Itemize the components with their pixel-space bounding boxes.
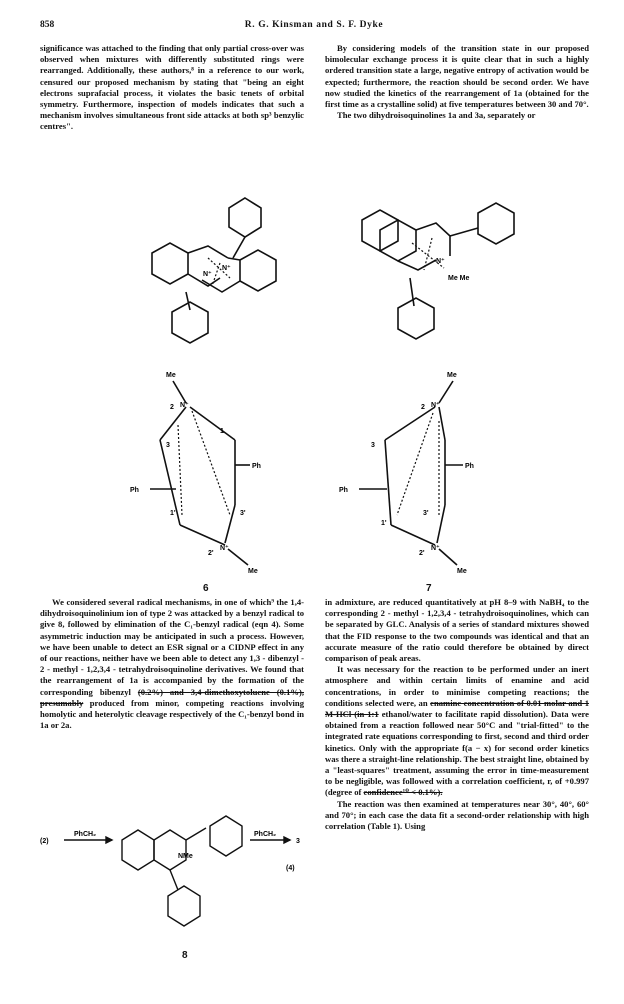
structure-right-top [340, 188, 530, 358]
equation-number: (4) [286, 865, 295, 872]
structure-left-top [120, 188, 310, 358]
compound-7-label: 7 [426, 583, 432, 594]
struck-text-2: confidence¹⁰ < 0.1%). [363, 787, 443, 798]
locant-2-top: 2 [170, 404, 174, 411]
phenyl-left-label: Ph [130, 487, 139, 494]
upper-phenyl-ring [229, 198, 261, 237]
column-right-bottom [325, 597, 589, 832]
methyl-top: Me [166, 372, 176, 379]
benzyl-ring-right [210, 816, 242, 856]
n-plus-bottom: N⁺ [431, 545, 440, 552]
structure-7 [335, 365, 525, 580]
hetero-ring [154, 830, 186, 870]
phenyl-left-label: Ph [339, 487, 348, 494]
phenyl-right [478, 203, 514, 244]
benzo-ring [122, 830, 154, 870]
struck-text: enamine concentration of 0.01 molar and 1 M-HCl (in 1:1 [325, 697, 589, 720]
struck-text: (0.2%) and 3,4-dimethoxytoluene (0.1%), presumably [40, 686, 304, 708]
paragraph-text-end: produced from minor, competing reactions involving homolytic and heterolytic cleavage respectively of the C₁-benzyl bond in 1a or 2a. [40, 697, 304, 731]
n-plus-upper: N⁺ [222, 265, 231, 272]
page-number: 858 [40, 20, 55, 30]
paragraph: The reaction was then examined at temperatures near 30°, 40°, 60° and 70°; in each case the data fit a second-order relationship with high correlation (Table 1). Using [325, 798, 589, 832]
locant-1: 1 [220, 428, 224, 435]
column-left-bottom [40, 597, 304, 731]
right-aryl-ring [240, 250, 276, 291]
scheme-eqn-4 [40, 806, 310, 946]
paragraph: in admixture, are reduced quantitatively at pH 8–9 with NaBH₄ to the corresponding 2 - methyl - 1,2,3,4 - tetrahydroisoquinolines, which can be separated by GLC. Analysis of a series of standard mixtures showed that the FID response to the two compounds was identical and that an accurate measure of the ratio could therefore be obtained by direct comparison of peak areas. [325, 597, 589, 664]
paragraph-text-2: ethanol/water to facilitate rapid dissolution). Data were obtained from a reaction followed near 50°C and "trial-fitted" to the integrated rate equations corresponding to first, second and third order kinetics. Only with the appropriate f(a − x) for second order kinetics was there a straight-line relationship. The best straight line, obtained by a "least-squares" treatment, assuming the error in time-measurement to be negligible, was followed with a correlation coefficient, r, of +0.997 (degree of [325, 709, 589, 798]
compound-8-label: 8 [182, 950, 188, 961]
methyl-top: Me [447, 372, 457, 379]
scheme-reagent: PhCH₂ [74, 831, 97, 838]
n-plus-bottom: N⁺ [220, 545, 229, 552]
locant-2-top: 2 [421, 404, 425, 411]
benzyl-ring-lower [168, 886, 200, 926]
structure-6 [120, 365, 310, 580]
running-head [40, 20, 588, 34]
locant-3p: 3' [423, 510, 429, 517]
locant-3: 3 [371, 442, 375, 449]
n-plus-top: N⁺ [180, 402, 189, 409]
left-aryl-ring [152, 243, 188, 284]
locant-3: 3 [166, 442, 170, 449]
locant-3p: 3' [240, 510, 246, 517]
methyl-bottom: Me [457, 568, 467, 575]
paragraph [40, 597, 304, 731]
running-head-authors: R. G. Kinsman and S. F. Dyke [244, 20, 384, 30]
column-right-top [325, 43, 589, 121]
scheme-product: 3 [296, 838, 300, 845]
paragraph: By considering models of the transition state in our proposed bimolecular exchange process it is quite clear that in such a highly ordered transition state a large, negative entropy of activation would be expected; furthermore, the reaction should be second order. We have now studied the kinetics of the rearrangement of 1a (obtained for the first time as a crystalline solid) at five temperatures between 30 and 70°. [325, 43, 589, 110]
locant-2p: 2' [208, 550, 214, 557]
methyl-pair: Me Me [448, 275, 470, 282]
locant-1p: 1' [381, 520, 387, 527]
column-left-top [40, 43, 304, 133]
paragraph: significance was attached to the finding that only partial cross-over was observed when mixtures with differently substituted rings were rearranged. Additionally, these authors,⁸ in a reference to our work, censured our proposed mechanism by stating that "being an eight electrons suprafacial process, it violates the basic tenets of orbital symmetry. Furthermore, inspection of models indicates that such a mechanism involves simultaneous front side attacks at both sp³ benzylic centres". [40, 43, 304, 132]
phenyl-right-label: Ph [252, 463, 261, 470]
n-plus-lower: N⁺ [203, 271, 212, 278]
phenyl-right-label: Ph [465, 463, 474, 470]
n-plus: N⁺ [436, 258, 445, 265]
locant-2p: 2' [419, 550, 425, 557]
scheme-left: (2) [40, 838, 49, 845]
phenyl-lower [398, 298, 434, 339]
paragraph-text: It was necessary for the reaction to be performed under an inert atmosphere and within certain limits of enamine and acid concentrations, in order to minimise competing reactions; the conditions selected were, an [325, 664, 589, 708]
locant-1p: 1' [170, 510, 176, 517]
scheme-nme: NMe [178, 853, 193, 860]
paragraph-text: We considered several radical mechanisms, in one of which⁹ the 1,4-dihydroisoquinolinium ion of type 2 was attacked by a benzyl radical to give 8, followed by elimination of the C₁-benzyl radical (eqn 4). Some asymmetric induction may be anticipated in such a process. However, we have been unable to detect an ESR signal or a CIDNP effect in any of our reactions, neither have we been able to detect any 1,3 - dibenzyl - 2 - methyl - 1,2,3,4 - tetrahydroisoquinoline derivatives. We found that the rearrangement of 1a is accompanied by the formation of the corresponding bibenzyl [40, 597, 304, 697]
paragraph [325, 664, 589, 798]
n-plus-top: N⁺ [431, 402, 440, 409]
scheme-reagent-2: PhCH₂ [254, 831, 277, 838]
paragraph: The two dihydroisoquinolines 1a and 3a, separately or [337, 110, 536, 121]
compound-6-label: 6 [203, 583, 209, 594]
methyl-bottom: Me [248, 568, 258, 575]
